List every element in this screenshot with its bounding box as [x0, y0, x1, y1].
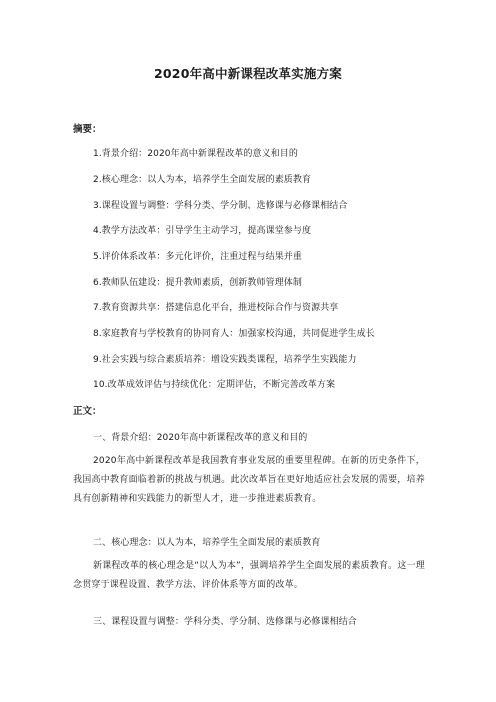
document-title: 2020年高中新课程改革实施方案	[154, 66, 342, 81]
abstract-item: 10.改革成效评估与持续优化：定期评估，不断完善改革方案	[93, 380, 336, 390]
abstract-item: 9.社会实践与综合素质培养：增设实践类课程，培养学生实践能力	[93, 355, 357, 365]
section-heading: 三、课程设置与调整：学科分类、学分制、选修课与必修课相结合	[93, 617, 357, 627]
abstract-item: 7.教育资源共享：搭建信息化平台，推进校际合作与资源共享	[93, 303, 339, 313]
body-heading: 正文：	[73, 406, 102, 417]
abstract-item: 2.核心理念：以人为本，培养学生全面发展的素质教育	[93, 175, 312, 185]
abstract-item: 6.教师队伍建设：提升教师素质，创新教师管理体制	[93, 278, 302, 288]
section-heading: 一、背景介绍：2020年高中新课程改革的意义和目的	[93, 433, 308, 443]
abstract-heading: 摘要：	[73, 124, 102, 135]
abstract-item: 4.教学方法改革：引导学生主动学习，提高课堂参与度	[93, 226, 312, 236]
section-paragraph: 新课程改革的核心理念是“以人为本”，强调培养学生全面发展的素质教育。这一理念贯穿于课程设置、教学方法、评价体系等方面的改革。	[73, 561, 425, 590]
abstract-item: 1.背景介绍：2020年高中新课程改革的意义和目的	[93, 149, 298, 159]
abstract-item: 3.课程设置与调整：学科分类、学分制、选修课与必修课相结合	[93, 201, 348, 211]
section-paragraph: 2020年高中新课程改革是我国教育事业发展的重要里程碑。在新的历史条件下，我国高中教育面临着新的挑战与机遇。此次改革旨在更好地适应社会发展的需要，培养具有创新精神和实践能力的新型人才，进一步推进素质教育。	[73, 456, 425, 504]
abstract-item: 5.评价体系改革：多元化评价，注重过程与结果并重	[93, 252, 302, 262]
section-heading: 二、核心理念：以人为本，培养学生全面发展的素质教育	[93, 538, 321, 548]
abstract-item: 8.家庭教育与学校教育的协同育人：加强家校沟通，共同促进学生成长	[93, 329, 375, 339]
